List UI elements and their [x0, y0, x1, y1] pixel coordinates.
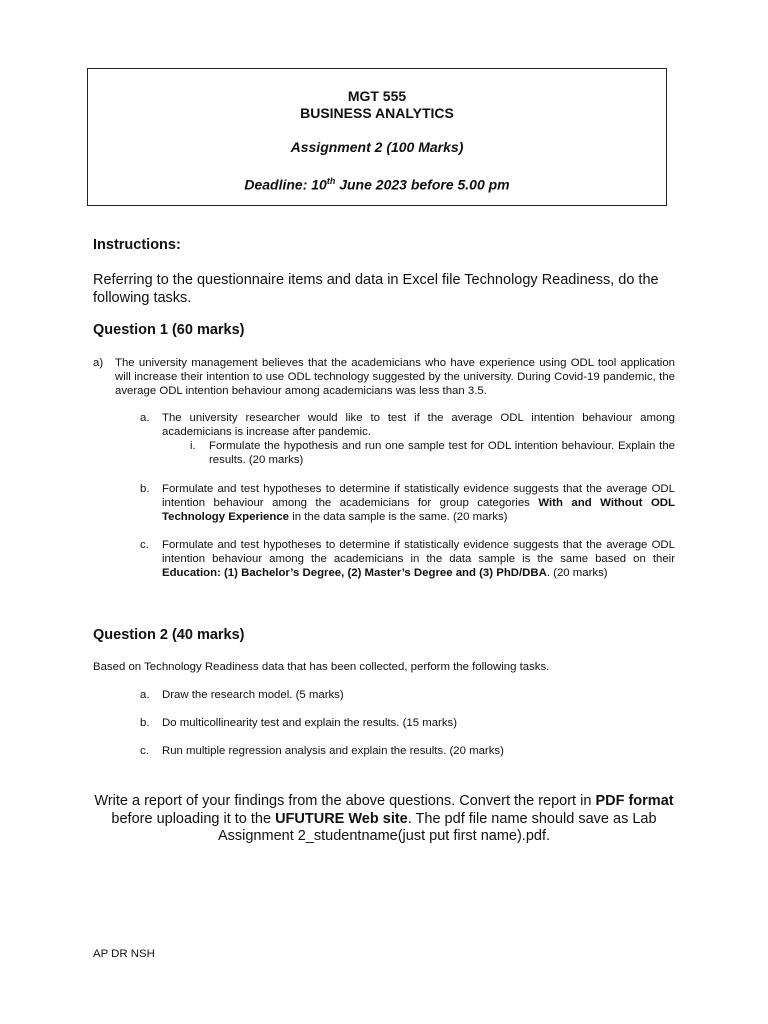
- question1-heading: Question 1 (60 marks): [93, 322, 245, 338]
- assignment-title: Assignment 2 (100 Marks): [290, 139, 464, 155]
- sub-text: [162, 482, 675, 524]
- course-code: MGT 555: [347, 88, 407, 104]
- item-text: The university management believes that the academicians who have experience using ODL tool application will increase their intention to use ODL technology suggested by the university. During Covid-19 pandemic, the average ODL intention behaviour among academicians was less than 3.5.: [115, 357, 675, 397]
- question1-item-a: [93, 356, 675, 398]
- sub-text: [162, 538, 675, 580]
- report-text: . The pdf file name should save as Lab Assignment 2_studentname(just put first name).pdf.: [217, 810, 657, 844]
- question2-item: [140, 744, 675, 758]
- sub-text-bold: With and Without ODL Technology Experience: [162, 497, 675, 523]
- question1-sub-c: [140, 538, 675, 580]
- item-text: Do multicollinearity test and explain the results. (15 marks): [162, 717, 458, 729]
- deadline-suffix: June 2023 before 5.00 pm: [335, 176, 510, 193]
- sub-text-part: . (20 marks): [546, 567, 608, 579]
- item-text: Run multiple regression analysis and explain the results. (20 marks): [162, 745, 504, 757]
- question2-item: [140, 688, 675, 702]
- question1-sub-a: [140, 411, 675, 439]
- report-bold: PDF format: [595, 793, 674, 809]
- instructions-text: Referring to the questionnaire items and data in Excel file Technology Readiness, do the following tasks.: [93, 272, 659, 306]
- item-text: Draw the research model. (5 marks): [162, 689, 344, 701]
- page-footer: AP DR NSH: [93, 948, 155, 960]
- title-box: [87, 68, 667, 206]
- sub-text-part: in the data sample is the same. (20 marks): [289, 511, 508, 523]
- sub-text-part: Formulate and test hypotheses to determine if statistically evidence suggests that the average ODL intention behaviour among the academicians for group categories: [162, 483, 675, 509]
- subsub-text: Formulate the hypothesis and run one sample test for ODL intention behaviour. Explain the results. (20 marks): [209, 440, 675, 466]
- report-text: before uploading it to the: [111, 810, 276, 827]
- report-text: Write a report of your findings from the above questions. Convert the report in: [94, 793, 596, 809]
- sub-text-bold: Education: (1) Bachelor’s Degree, (2) Master’s Degree and (3) PhD/DBA: [162, 567, 547, 579]
- question2-heading: Question 2 (40 marks): [93, 627, 245, 643]
- instructions-heading: Instructions:: [93, 237, 181, 253]
- sub-marker: a.: [140, 412, 150, 424]
- item-marker: c.: [140, 745, 149, 757]
- question1-sub-a-i: [190, 439, 675, 467]
- report-instructions: [93, 793, 675, 846]
- question1-sub-b: [140, 482, 675, 524]
- sub-marker: c.: [140, 539, 149, 551]
- sub-text: The university researcher would like to test if the average ODL intention behaviour among academicians is increase after pandemic.: [162, 412, 675, 438]
- subsub-marker: i.: [190, 440, 196, 452]
- question2-intro: Based on Technology Readiness data that has been collected, perform the following tasks.: [93, 661, 550, 673]
- item-marker: b.: [140, 717, 150, 729]
- deadline-prefix: Deadline: 10: [244, 176, 327, 193]
- sub-text-part: Formulate and test hypotheses to determine if statistically evidence suggests that the average ODL intention behaviour among the academicians in the data sample is the same based on their: [162, 539, 675, 565]
- question2-item: [140, 716, 675, 730]
- item-marker: a): [93, 357, 104, 369]
- sub-marker: b.: [140, 483, 150, 495]
- deadline: [88, 173, 666, 194]
- deadline-sup: th: [326, 176, 336, 186]
- course-name: BUSINESS ANALYTICS: [300, 105, 454, 121]
- report-bold: UFUTURE Web site: [275, 810, 408, 827]
- item-marker: a.: [140, 689, 150, 701]
